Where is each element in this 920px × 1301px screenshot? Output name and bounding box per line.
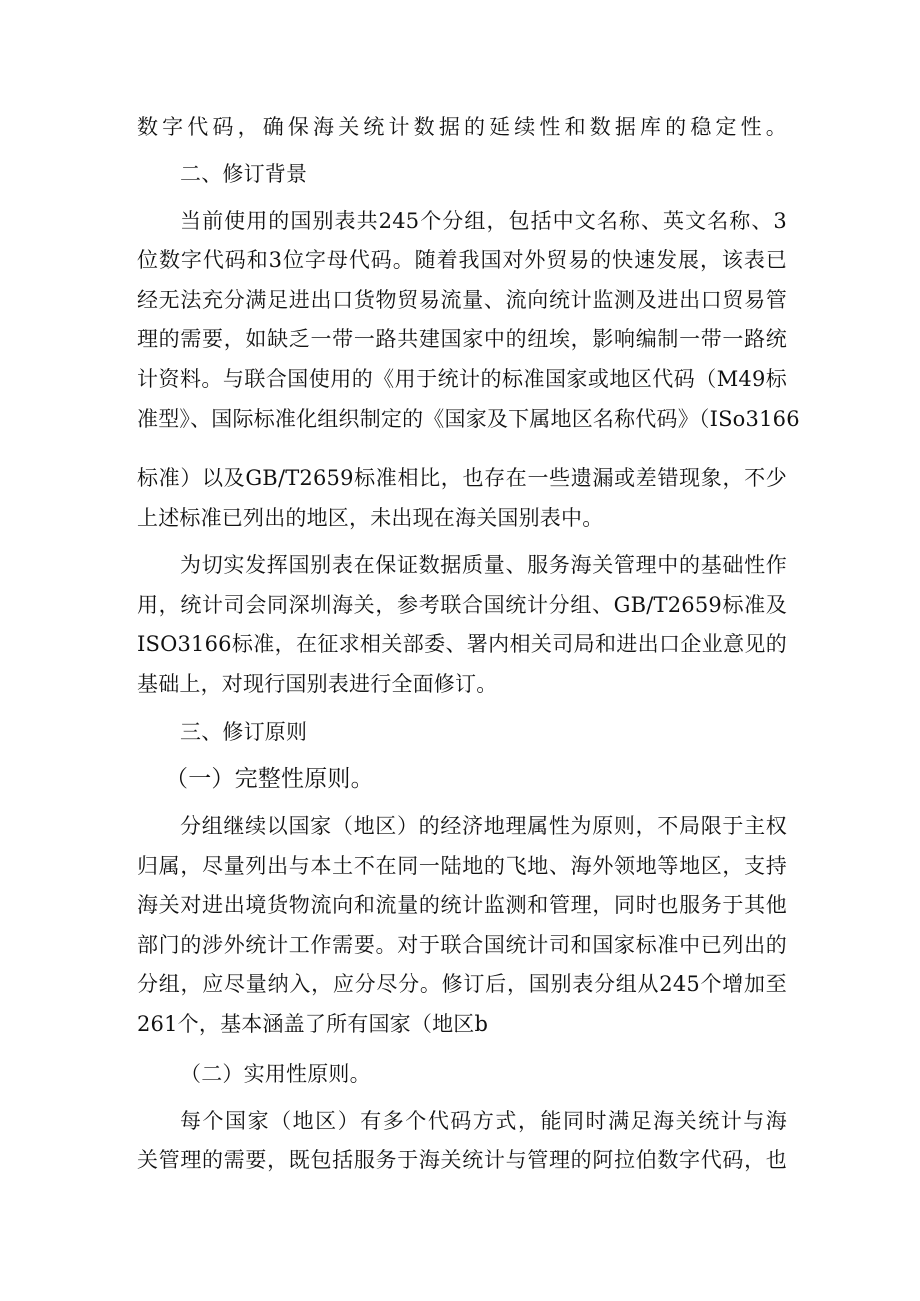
paragraph-line: 分组，应尽量纳入，应分尽分。修订后，国别表分组从245个增加至	[137, 972, 787, 996]
paragraph-line: 为切实发挥国别表在保证数据质量、服务海关管理中的基础性作	[180, 553, 787, 577]
paragraph-line: 分组继续以国家（地区）的经济地理属性为原则，不局限于主权	[180, 814, 787, 838]
paragraph-line: 归属，尽量列出与本土不在同一陆地的飞地、海外领地等地区，支持	[137, 854, 787, 878]
paragraph-line: ISO3166标准，在征求相关部委、署内相关司局和进出口企业意见的	[137, 632, 787, 656]
paragraph-line: 计资料。与联合国使用的《用于统计的标准国家或地区代码（M49标	[137, 367, 787, 391]
paragraph-line: 海关对进出境货物流向和流量的统计监测和管理，同时也服务于其他	[137, 893, 787, 917]
paragraph-line: 基础上，对现行国别表进行全面修订。	[137, 672, 498, 696]
paragraph-line: 关管理的需要，既包括服务于海关统计与管理的阿拉伯数字代码，也	[137, 1148, 787, 1172]
paragraph-line: 数字代码，确保海关统计数据的延续性和数据库的稳定性。	[137, 115, 787, 139]
section-heading-principles: 三、修订原则	[180, 720, 308, 744]
paragraph-line: 上述标准已列出的地区，未出现在海关国别表中。	[137, 506, 604, 530]
section-heading-background: 二、修订背景	[180, 162, 308, 186]
paragraph-line: 经无法充分满足进出口货物贸易流量、流向统计监测及进出口贸易管	[137, 288, 787, 312]
paragraph-line: 位数字代码和3位字母代码。随着我国对外贸易的快速发展，该表已	[137, 248, 787, 272]
paragraph-line: 每个国家（地区）有多个代码方式，能同时满足海关统计与海	[180, 1109, 787, 1133]
paragraph-line: 用，统计司会同深圳海关，参考联合国统计分组、GB/T2659标准及	[137, 593, 787, 617]
paragraph-line: 准型》、国际标准化组织制定的《国家及下属地区名称代码》（ISo3166	[137, 407, 800, 431]
subheading-practicality: （二）实用性原则。	[180, 1062, 371, 1086]
paragraph-line: 当前使用的国别表共245个分组，包括中文名称、英文名称、3	[180, 209, 787, 233]
paragraph-line: 标准）以及GB/T2659标准相比，也存在一些遗漏或差错现象，不少	[137, 466, 787, 490]
paragraph-line: 261个，基本涵盖了所有国家（地区b	[137, 1012, 489, 1036]
paragraph-line: 部门的涉外统计工作需要。对于联合国统计司和国家标准中已列出的	[137, 933, 787, 957]
paragraph-line: 理的需要，如缺乏一带一路共建国家中的纽埃，影响编制一带一路统	[137, 327, 787, 351]
subheading-completeness: （一）完整性原则。	[165, 766, 374, 792]
